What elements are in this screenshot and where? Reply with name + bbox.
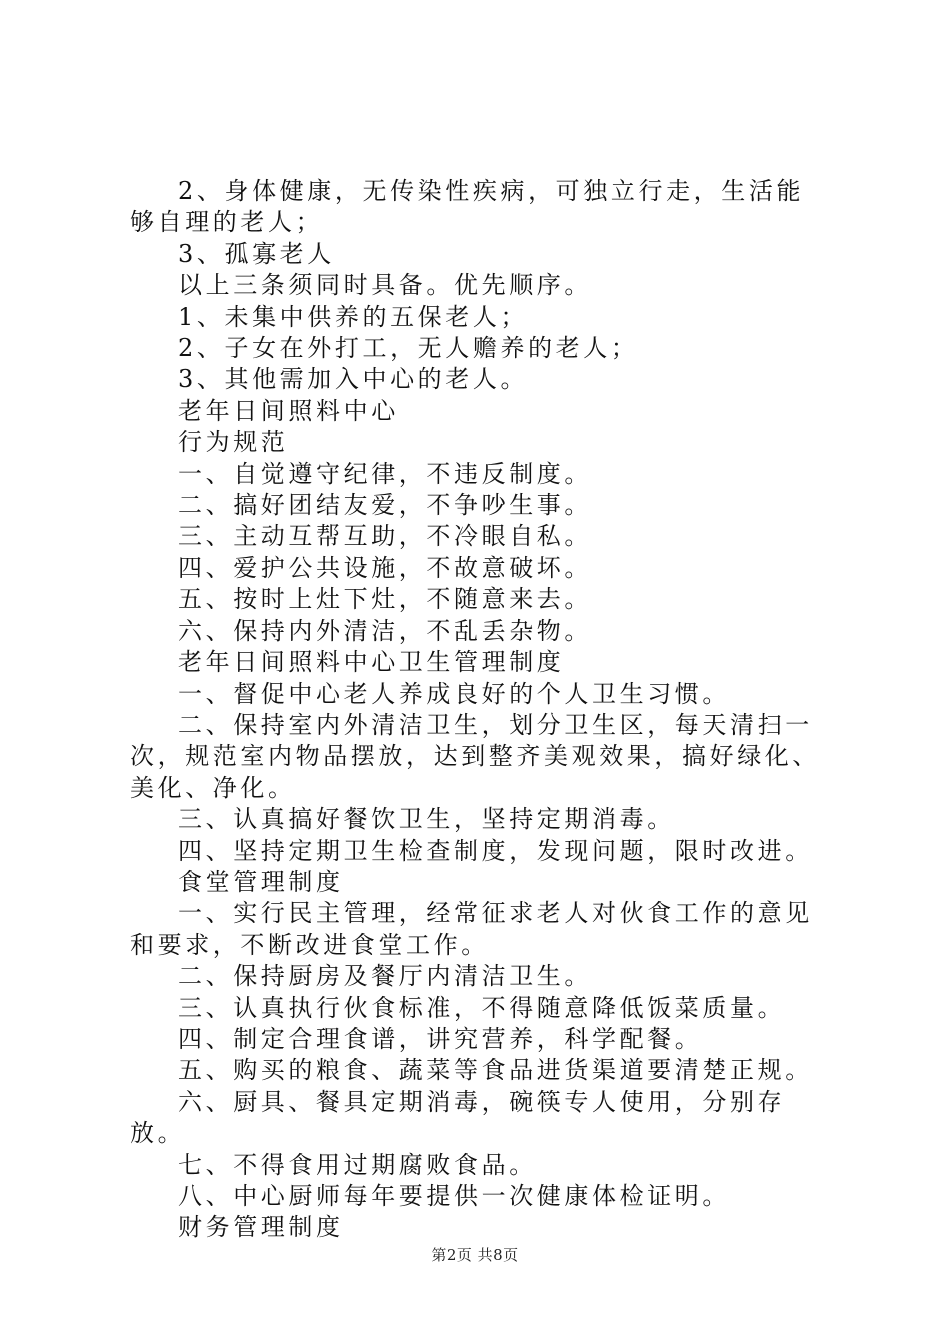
paragraph: 七、不得食用过期腐败食品。 [178,1150,537,1179]
paragraph: 八、中心厨师每年要提供一次健康体检证明。 [178,1182,730,1210]
paragraph: 四、制定合理食谱，讲究营养，科学配餐。 [178,1024,703,1053]
page-number-footer: 第2页 共8页 [431,1246,519,1264]
section-heading: 行为规范 [178,428,289,457]
paragraph: 2、身体健康，无传染性疾病，可独立行走，生活能够自理的老人； [130,177,805,237]
paragraph: 五、按时上灶下灶，不随意来去。 [178,585,592,614]
paragraph: 四、坚持定期卫生检查制度，发现问题，限时改进。 [178,836,813,865]
paragraph: 四、爱护公共设施，不故意破坏。 [178,553,592,582]
section-heading: 食堂管理制度 [178,867,344,896]
paragraph: 一、自觉遵守纪律，不违反制度。 [178,459,592,488]
paragraph: 二、搞好团结友爱，不争吵生事。 [178,491,592,520]
paragraph: 一、实行民主管理，经常征求老人对伙食工作的意见和要求，不断改进食堂工作。 [130,899,813,959]
section-heading: 财务管理制度 [178,1213,344,1242]
paragraph: 五、购买的粮食、蔬菜等食品进货渠道要清楚正规。 [178,1056,813,1085]
paragraph: 2、子女在外打工，无人赡养的老人； [178,334,639,363]
document-body [130,176,830,1244]
paragraph: 3、孤寡老人 [178,239,335,268]
section-heading: 老年日间照料中心 [178,396,399,425]
paragraph: 以上三条须同时具备。优先顺序。 [178,271,592,300]
paragraph: 三、认真搞好餐饮卫生，坚持定期消毒。 [178,805,675,834]
paragraph: 1、未集中供养的五保老人； [178,302,529,331]
section-heading: 老年日间照料中心卫生管理制度 [178,648,565,677]
paragraph: 三、主动互帮互助，不冷眼自私。 [178,522,592,551]
paragraph: 二、保持厨房及餐厅内清洁卫生。 [178,962,592,991]
paragraph: 三、认真执行伙食标准，不得随意降低饭菜质量。 [178,993,786,1022]
paragraph: 3、其他需加入中心的老人。 [178,365,529,394]
paragraph: 一、督促中心老人养成良好的个人卫生习惯。 [178,679,730,708]
paragraph: 六、厨具、餐具定期消毒，碗筷专人使用，分别存放。 [130,1087,786,1148]
paragraph: 二、保持室内外清洁卫生，划分卫生区，每天清扫一次，规范室内物品摆放，达到整齐美观效果，搞好绿化、美化、净化。 [130,710,820,802]
paragraph: 六、保持内外清洁，不乱丢杂物。 [178,616,592,645]
